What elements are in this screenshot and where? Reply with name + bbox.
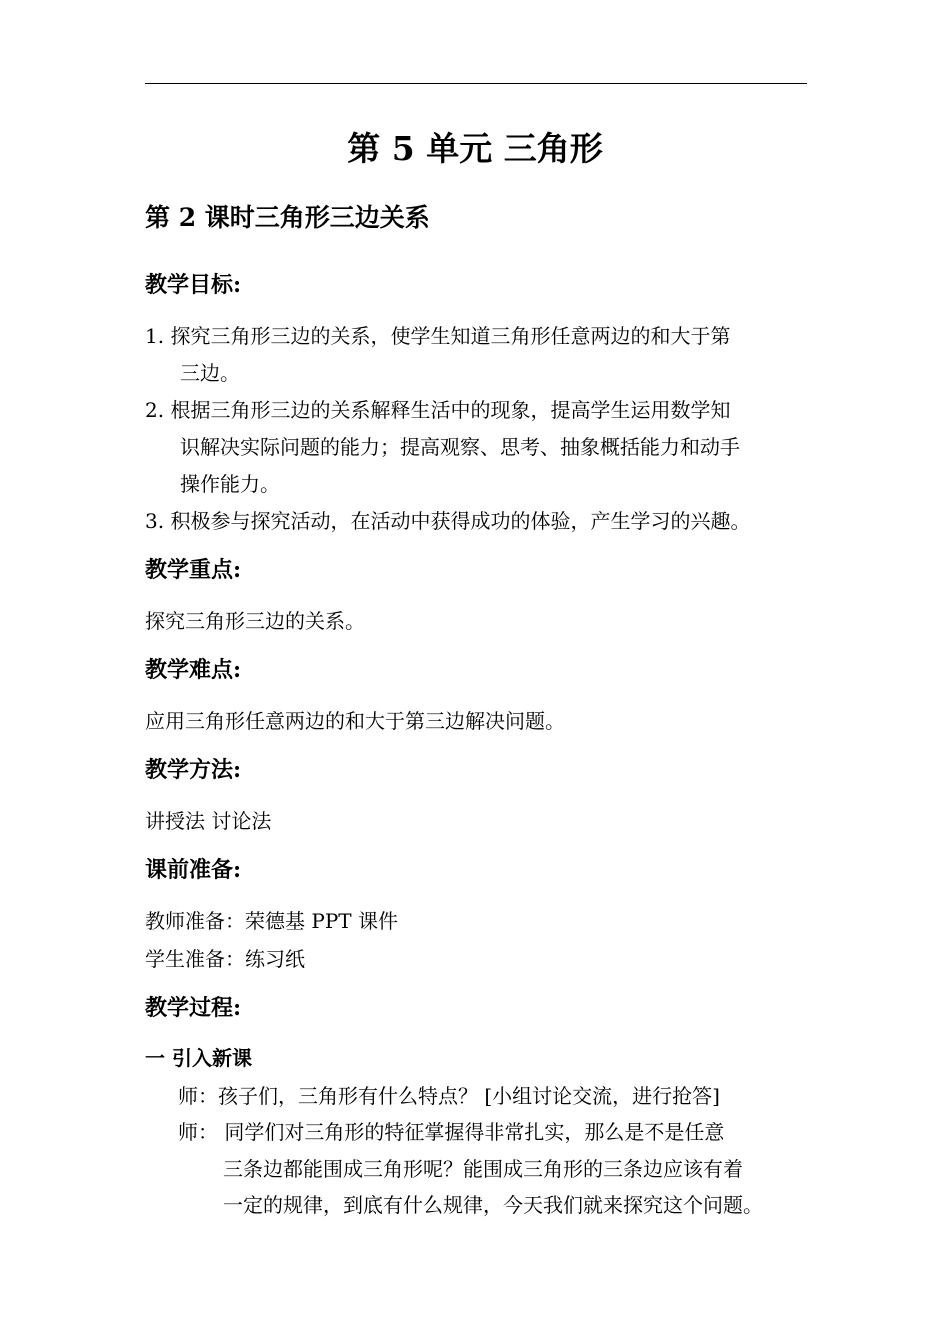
objective-2-line: 2. 根据三角形三边的关系解释生活中的现象，提高学生运用数学知 — [145, 398, 731, 422]
unit-title: 第 5 单元 三角形 — [347, 129, 603, 168]
dialogue-line-1: 师：孩子们，三角形有什么特点？ [小组讨论交流，进行抢答] — [178, 1084, 720, 1108]
dialogue-2-first: 师： 同学们对三角形的特征掌握得非常扎实，那么是不是任意 — [178, 1120, 725, 1144]
objective-item-2 — [145, 392, 810, 503]
header-rule — [145, 83, 807, 84]
objective-3-line: 3. 积极参与探究活动，在活动中获得成功的体验，产生学习的兴趣。 — [145, 509, 751, 533]
dialogue-2-cont2: 一定的规律，到底有什么规律，今天我们就来探究这个问题。 — [223, 1193, 763, 1217]
methods-heading: 教学方法: — [145, 757, 242, 783]
key-point-text: 探究三角形三边的关系。 — [145, 609, 365, 633]
preparation-heading: 课前准备: — [145, 857, 242, 883]
key-point-heading: 教学重点: — [145, 557, 242, 583]
process-heading: 教学过程: — [145, 995, 242, 1021]
lesson-title: 第 2 课时三角形三边关系 — [145, 203, 430, 232]
dialogue-line-2 — [178, 1114, 828, 1224]
objectives-heading: 教学目标: — [145, 272, 242, 298]
student-preparation: 学生准备：练习纸 — [145, 947, 305, 971]
difficulty-text: 应用三角形任意两边的和大于第三边解决问题。 — [145, 709, 565, 733]
objective-1-cont: 三边。 — [180, 361, 240, 385]
dialogue-2-cont1: 三条边都能围成三角形呢？能围成三角形的三条边应该有着 — [223, 1156, 743, 1181]
teacher-preparation: 教师准备：荣德基 PPT 课件 — [145, 909, 398, 933]
objective-2-cont: 识解决实际问题的能力；提高观察、思考、抽象概括能力和动手 — [180, 435, 740, 459]
objective-2-cont2: 操作能力。 — [180, 472, 280, 496]
objective-item-1 — [145, 318, 810, 392]
objective-1-line: 1. 探究三角形三边的关系，使学生知道三角形任意两边的和大于第 — [145, 324, 731, 348]
section-intro-heading: 一 引入新课 — [145, 1046, 252, 1070]
difficulty-heading: 教学难点: — [145, 657, 242, 683]
objective-item-3 — [145, 503, 810, 540]
methods-text: 讲授法 讨论法 — [145, 809, 272, 833]
